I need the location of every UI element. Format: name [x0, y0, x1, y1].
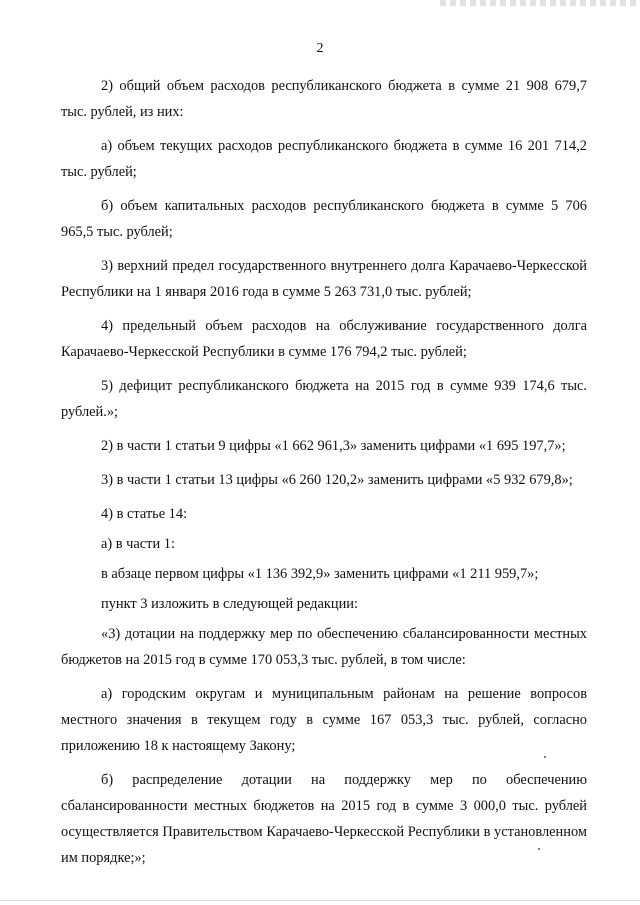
paragraph-article-13: 3) в части 1 статьи 13 цифры «6 260 120,2» заменить цифрами «5 932 679,8»;: [101, 472, 573, 488]
paragraph-capital-expenses: б) объем капитальных расходов республиканского бюджета в сумме 5 706 965,5 тыс. рублей;: [61, 198, 587, 240]
paragraph-article-14: 4) в статье 14:: [101, 506, 188, 522]
paragraph-subsidies: «3) дотации на поддержку мер по обеспечению сбалансированности местных бюджетов на 2015 год в сумме 170 053,3 тыс. рублей, в том числе:: [61, 626, 587, 668]
paragraph-first-clause: в абзаце первом цифры «1 136 392,9» заменить цифрами «1 211 959,7»;: [101, 566, 539, 582]
paragraph-debt-service: 4) предельный объем расходов на обслуживание государственного долга Карачаево-Черкесской Республики в сумме 176 794,2 тыс. рублей;: [61, 318, 587, 360]
paragraph-distribution: б) распределение дотации на поддержку мер по обеспечению сбалансированности местных бюджетов на 2015 год в сумме 3 000,0 тыс. рублей осуществляется Правительством Карачаево-Черкесской Республики в установленном им порядке;»;: [61, 772, 587, 866]
paragraph-current-expenses: а) объем текущих расходов республиканского бюджета в сумме 16 201 714,2 тыс. рублей;: [61, 138, 587, 180]
paragraph-city-districts: а) городским округам и муниципальным районам на решение вопросов местного значения в текущем году в сумме 167 053,3 тыс. рублей, согласно приложению 18 к настоящему Закону;: [61, 686, 587, 754]
paragraph-article-9: 2) в части 1 статьи 9 цифры «1 662 961,3» заменить цифрами «1 695 197,7»;: [101, 438, 566, 454]
document-body: [61, 73, 587, 871]
scan-speck: [544, 756, 546, 758]
page-number: 2: [316, 41, 324, 56]
paragraph-total-expenses: 2) общий объем расходов республиканского бюджета в сумме 21 908 679,7 тыс. рублей, из них:: [61, 78, 587, 120]
scan-artifact-bottom: [0, 900, 640, 901]
paragraph-deficit: 5) дефицит республиканского бюджета на 2015 год в сумме 939 174,6 тыс. рублей.»;: [61, 378, 587, 420]
paragraph-part-1: а) в части 1:: [101, 536, 175, 552]
scan-speck: [538, 848, 540, 850]
scan-artifact-top: [440, 0, 640, 6]
paragraph-item-3-intro: пункт 3 изложить в следующей редакции:: [101, 596, 358, 612]
paragraph-debt-limit: 3) верхний предел государственного внутреннего долга Карачаево-Черкесской Республики на 1 января 2016 года в сумме 5 263 731,0 тыс. рублей;: [61, 258, 587, 300]
